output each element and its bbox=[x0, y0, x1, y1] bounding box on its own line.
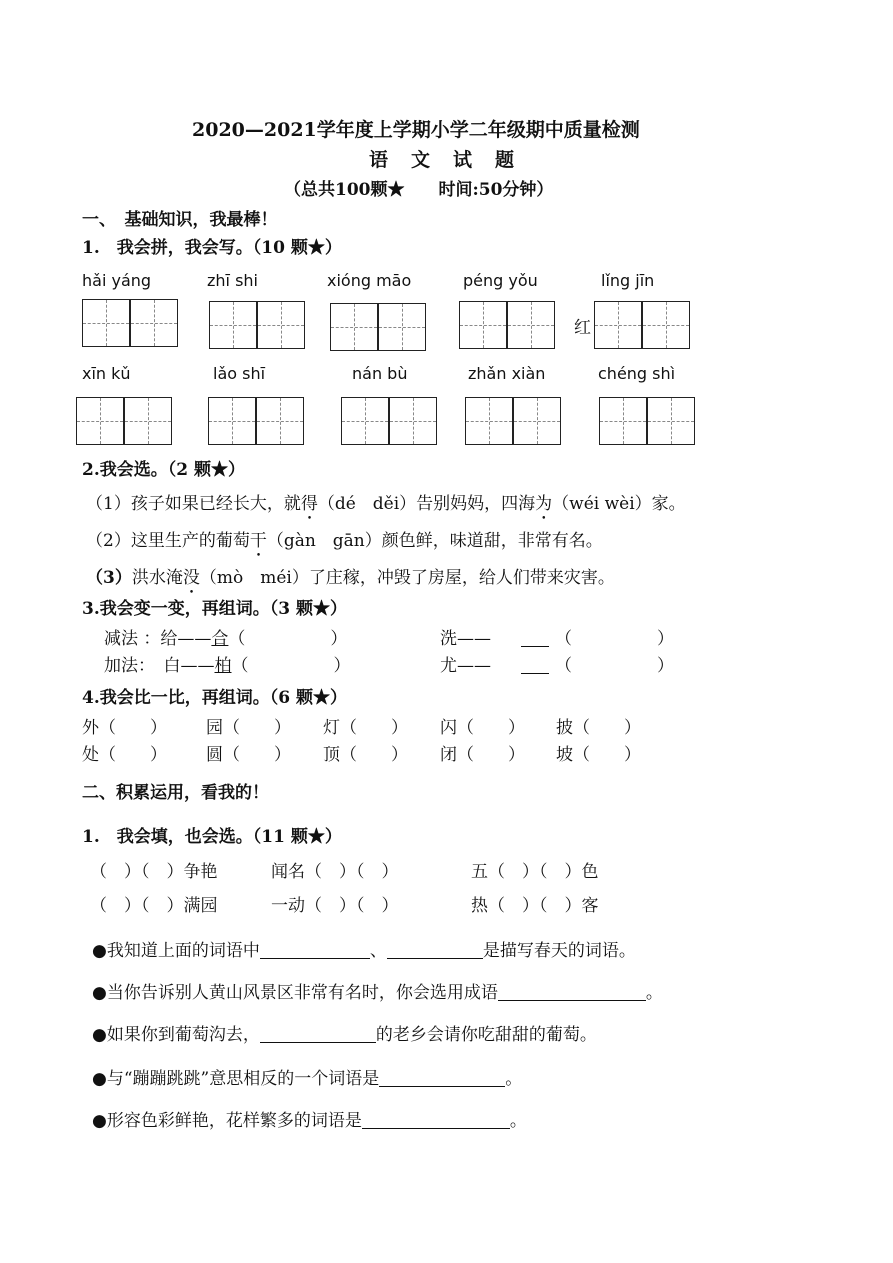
section-1-heading: 一、 基础知识，我最棒！ bbox=[82, 210, 278, 230]
writing-box[interactable] bbox=[389, 397, 437, 445]
q4-label: 4.我会比一比，再组词。（6 颗★） bbox=[82, 688, 347, 708]
q2-item-2: （2）这里生产的葡萄干（gàn gān）颜色鲜，味道甜，非常有名。 bbox=[86, 531, 603, 551]
pinyin-chengshi: chéng shì bbox=[598, 364, 676, 383]
writing-box[interactable] bbox=[341, 397, 389, 445]
answer-blank[interactable] bbox=[498, 983, 646, 1001]
q3-add-you: 尤—— （ ） bbox=[440, 656, 674, 676]
q4-char: 园（ ） bbox=[206, 718, 291, 738]
hong-prefix: 红 bbox=[574, 318, 591, 338]
q3-label: 3.我会变一变，再组词。（3 颗★） bbox=[82, 599, 347, 619]
bullet-question: ●我知道上面的词语中 、 是描写春天的词语。 bbox=[92, 941, 636, 961]
pinyin-xiongmao: xióng māo bbox=[327, 271, 412, 290]
idiom-blank: 一动（ ）（ ） bbox=[271, 896, 399, 916]
idiom-blank: 热（ ）（ ）客 bbox=[471, 896, 599, 916]
exam-title: 2020—2021学年度上学期小学二年级期中质量检测 bbox=[192, 119, 640, 141]
q4-char: 外（ ） bbox=[82, 718, 167, 738]
writing-box[interactable] bbox=[465, 397, 513, 445]
writing-box[interactable] bbox=[82, 299, 130, 347]
writing-box[interactable] bbox=[599, 397, 647, 445]
idiom-blank: 闻名（ ）（ ） bbox=[271, 862, 399, 882]
s2-q1-label: 1. 我会填，也会选。（11 颗★） bbox=[82, 827, 342, 847]
writing-box[interactable] bbox=[124, 397, 172, 445]
q4-char: 披（ ） bbox=[556, 718, 641, 738]
q2-item-1: （1）孩子如果已经长大，就得（dé děi）告别妈妈，四海为（wéi wèi）家。 bbox=[86, 494, 686, 514]
writing-box[interactable] bbox=[459, 301, 507, 349]
answer-blank[interactable] bbox=[362, 1111, 510, 1129]
q2-item-3: （3）洪水淹没（mò méi）了庄稼，冲毁了房屋，给人们带来灾害。 bbox=[86, 568, 615, 588]
pinyin-lingjin: lǐng jīn bbox=[601, 271, 655, 290]
writing-box[interactable] bbox=[647, 397, 695, 445]
bullet-question: ●如果你到葡萄沟去， 的老乡会请你吃甜甜的葡萄。 bbox=[92, 1025, 597, 1045]
pinyin-haiyang: hǎi yáng bbox=[82, 271, 152, 290]
q4-char: 闭（ ） bbox=[440, 745, 525, 765]
q4-char: 灯（ ） bbox=[323, 718, 408, 738]
bullet-question: ●形容色彩鲜艳，花样繁多的词语是 。 bbox=[92, 1111, 527, 1131]
q2-label: 2.我会选。（2 颗★） bbox=[82, 460, 245, 480]
writing-box[interactable] bbox=[513, 397, 561, 445]
idiom-blank: 五（ ）（ ）色 bbox=[471, 862, 599, 882]
pinyin-zhishi: zhī shi bbox=[207, 271, 258, 290]
writing-box[interactable] bbox=[257, 301, 305, 349]
bullet-question: ●当你告诉别人黄山风景区非常有名时，你会选用成语 。 bbox=[92, 983, 663, 1003]
section-2-heading: 二、积累运用，看我的！ bbox=[82, 783, 269, 803]
writing-box[interactable] bbox=[378, 303, 426, 351]
writing-box[interactable] bbox=[330, 303, 378, 351]
pinyin-zhanxian: zhǎn xiàn bbox=[468, 364, 546, 383]
exam-subject: 语 文 试 题 bbox=[369, 149, 517, 171]
q1-label: 1. 我会拼，我会写。（10 颗★） bbox=[82, 238, 342, 258]
writing-box[interactable] bbox=[208, 397, 256, 445]
q4-char: 坡（ ） bbox=[556, 745, 641, 765]
writing-box[interactable] bbox=[594, 301, 642, 349]
writing-box[interactable] bbox=[642, 301, 690, 349]
idiom-blank: （ ）（ ）满园 bbox=[90, 896, 218, 916]
q4-char: 处（ ） bbox=[82, 745, 167, 765]
q3-add-line: 加法： 白——柏（ ） bbox=[104, 656, 351, 676]
q4-char: 圆（ ） bbox=[206, 745, 291, 765]
writing-box[interactable] bbox=[209, 301, 257, 349]
pinyin-laoshi: lǎo shī bbox=[213, 364, 266, 383]
exam-meta: （总共100颗★ 时间:50分钟） bbox=[284, 180, 554, 200]
writing-box[interactable] bbox=[130, 299, 178, 347]
q3-subtract-xi: 洗—— （ ） bbox=[440, 629, 674, 649]
answer-blank[interactable] bbox=[387, 941, 483, 959]
bullet-question: ●与“蹦蹦跳跳”意思相反的一个词语是 。 bbox=[92, 1069, 523, 1089]
answer-blank[interactable] bbox=[379, 1069, 505, 1087]
pinyin-xinku: xīn kǔ bbox=[82, 364, 131, 383]
writing-box[interactable] bbox=[256, 397, 304, 445]
q4-char: 闪（ ） bbox=[440, 718, 525, 738]
writing-box[interactable] bbox=[76, 397, 124, 445]
q3-subtract-line: 减法 ：给——合（ ） bbox=[104, 629, 348, 649]
answer-blank[interactable] bbox=[260, 941, 370, 959]
idiom-blank: （ ）（ ）争艳 bbox=[90, 862, 218, 882]
q4-char: 顶（ ） bbox=[323, 745, 408, 765]
answer-blank[interactable] bbox=[260, 1025, 376, 1043]
pinyin-nanbu: nán bù bbox=[352, 364, 408, 383]
writing-box[interactable] bbox=[507, 301, 555, 349]
pinyin-pengyou: péng yǒu bbox=[463, 271, 538, 290]
